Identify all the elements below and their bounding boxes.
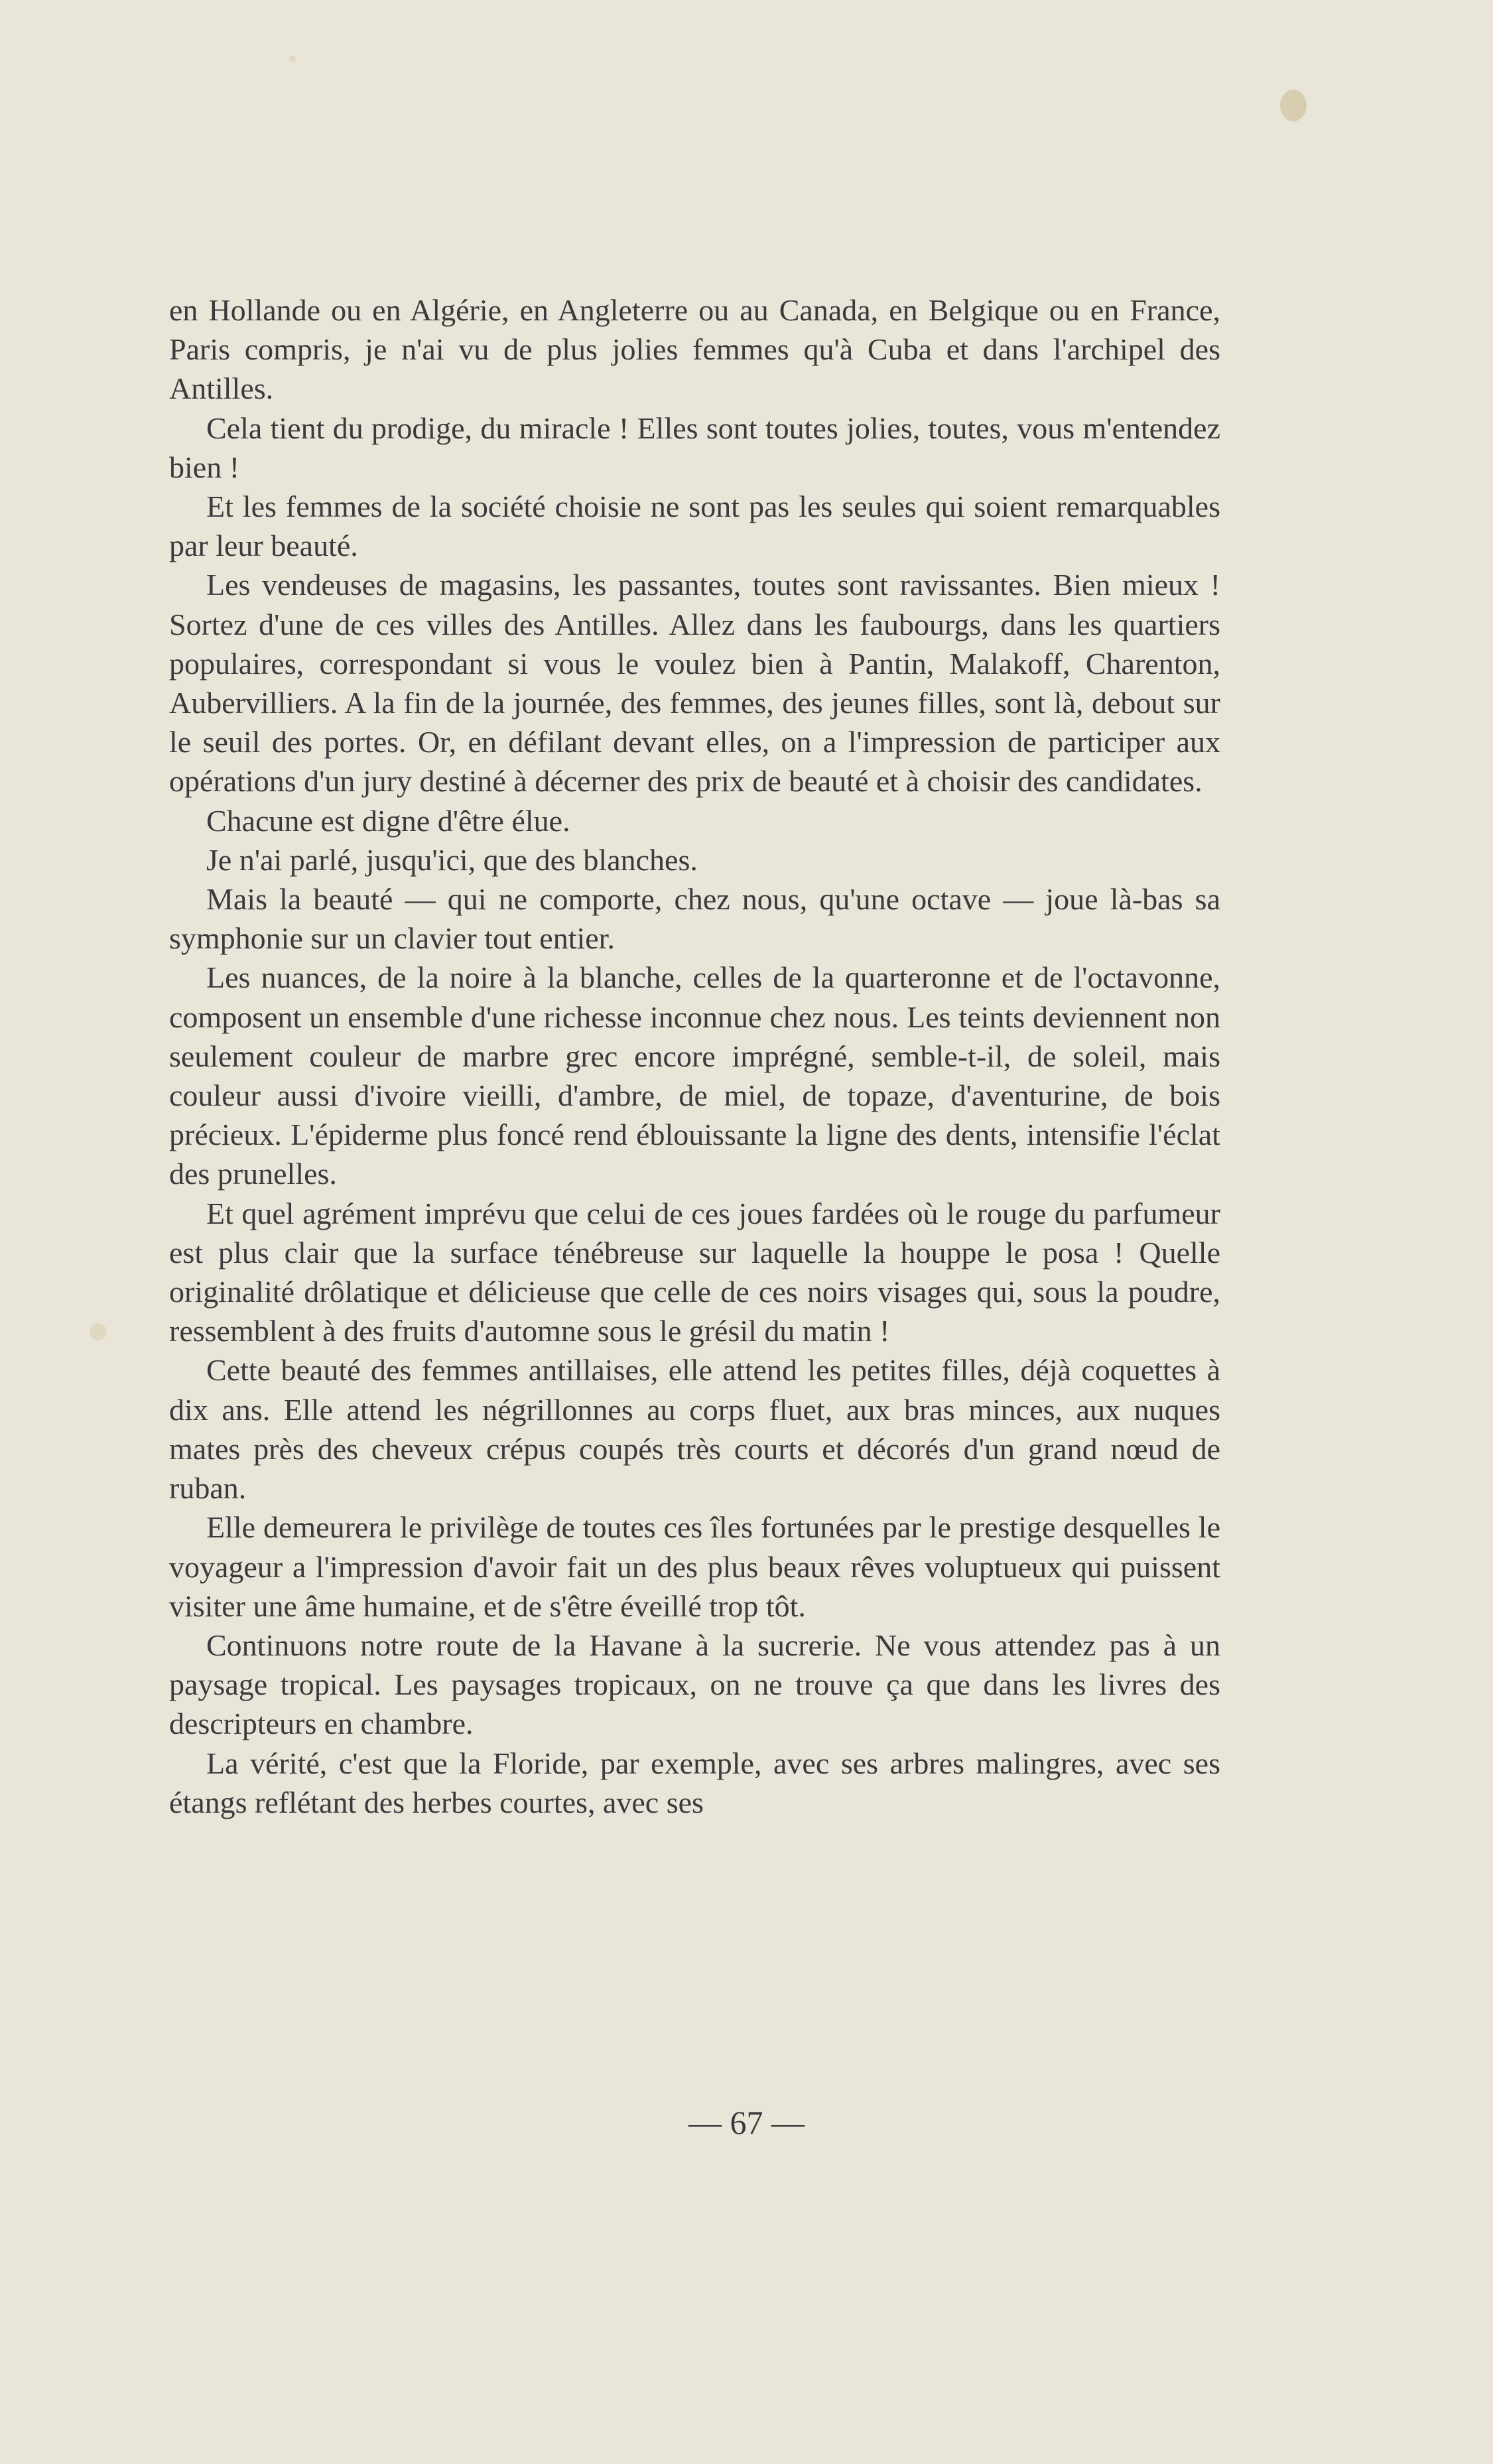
paper-speck (1280, 90, 1307, 121)
paragraph: en Hollande ou en Algérie, en Angleterre ou au Canada, en Belgique ou en France, Paris compris, je n'ai vu de plus jolies femmes qu'à Cuba et dans l'archipel des Antilles. (169, 293, 1220, 406)
paragraph: Cette beauté des femmes antillaises, elle attend les petites filles, déjà coquettes à dix ans. Elle attend les négrillonnes au corps fluet, aux bras minces, aux nuques mates près des cheveux crépus coupés très courts et décorés d'un grand nœud de ruban. (169, 1353, 1220, 1506)
paragraph: Elle demeurera le privilège de toutes ces îles fortunées par le prestige desquelles le voyageur a l'impression d'avoir fait un des plus beaux rêves voluptueux qui puissent visiter une âme humaine, et de s'être éveillé trop tôt. (169, 1510, 1220, 1623)
paragraph: Je n'ai parlé, jusqu'ici, que des blanches. (206, 842, 698, 877)
paragraph: Cela tient du prodige, du miracle ! Elles sont toutes jolies, toutes, vous m'entendez bien ! (169, 411, 1220, 484)
paragraph: Les nuances, de la noire à la blanche, celles de la quarteronne et de l'octavonne, composent un ensemble d'une richesse inconnue chez nous. Les teints deviennent non seulement couleur de marbre grec encore imprégné, semble-t-il, de soleil, mais couleur aussi d'ivoire vieilli, d'ambre, de miel, de topaze, d'aventurine, de bois précieux. L'épiderme plus foncé rend éblouissante la ligne des dents, intensifie l'éclat des prunelles. (169, 960, 1220, 1191)
paragraph: La vérité, c'est que la Floride, par exemple, avec ses arbres malingres, avec ses étangs reflétant des herbes courtes, avec ses (169, 1746, 1220, 1819)
paper-speck (289, 56, 296, 62)
paragraph: Chacune est digne d'être élue. (206, 803, 570, 838)
page-number: — 67 — (688, 2104, 805, 2141)
paragraph: Et les femmes de la société choisie ne sont pas les seules qui soient remarquables par leur beauté. (169, 489, 1220, 563)
paragraph: Et quel agrément imprévu que celui de ces joues fardées où le rouge du parfumeur est plus clair que la surface ténébreuse sur laquelle la houppe le posa ! Quelle originalité drôlatique et délicieuse que celle de ces noirs visages qui, sous la poudre, ressemblent à des fruits d'automne sous le grésil du matin ! (169, 1196, 1220, 1348)
paragraph: Continuons notre route de la Havane à la sucrerie. Ne vous attendez pas à un paysage tropical. Les paysages tropicaux, on ne trouve ça que dans les livres des descripteurs en chambre. (169, 1628, 1220, 1741)
paragraph: Mais la beauté — qui ne comporte, chez nous, qu'une octave — joue là-bas sa symphonie sur un clavier tout entier. (169, 882, 1220, 956)
paper-speck (90, 1323, 107, 1340)
body-text (169, 291, 1220, 1822)
paragraph: Les vendeuses de magasins, les passantes, toutes sont ravissantes. Bien mieux ! Sortez d'une de ces villes des Antilles. Allez dans les faubourgs, dans les quartiers populaires, correspondant si vous le voulez bien à Pantin, Malakoff, Charenton, Aubervilliers. A la fin de la journée, des femmes, des jeunes filles, sont là, debout sur le seuil des portes. Or, en défilant devant elles, on a l'impression de participer aux opérations d'un jury destiné à décerner des prix de beauté et à choisir des candidates. (169, 568, 1220, 799)
